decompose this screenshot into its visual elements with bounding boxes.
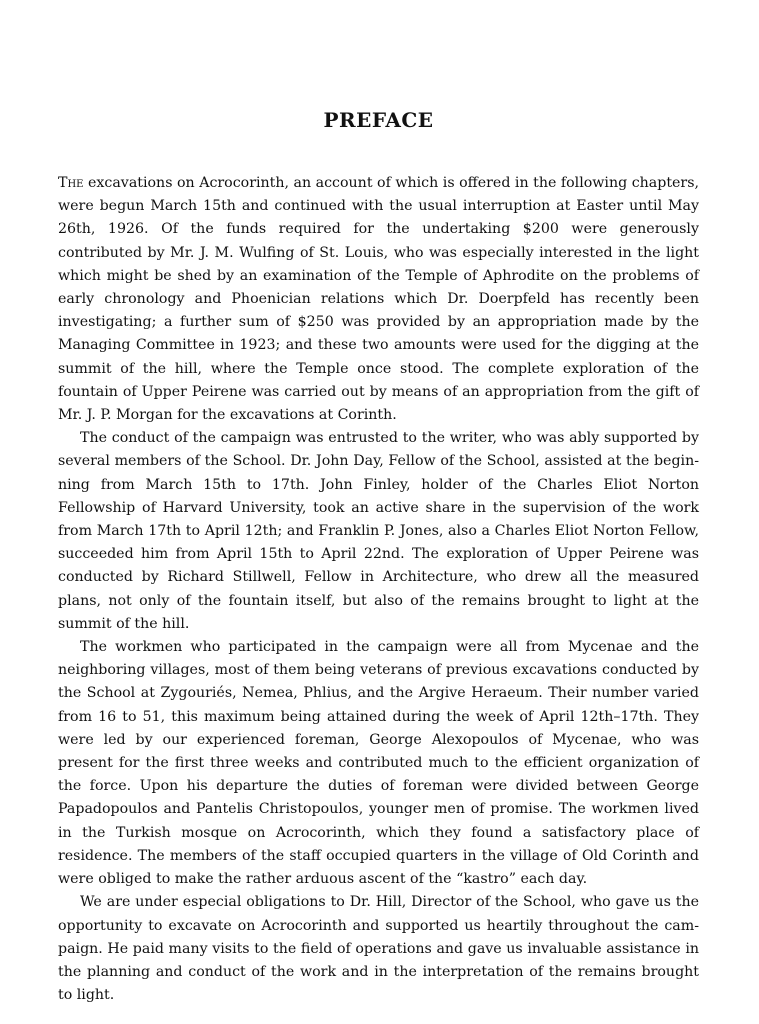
paragraph-2: The conduct of the campaign was entrusted to the writer, who was ably supported by several members of the School. Dr. John Day, Fellow of the School, assisted at the beginning from March 15th to 17th. John Finley, holder of the Charles Eliot Norton Fellowship of Harvard University, took an active share in the supervision of the work from March 17th to April 12th; and Franklin P. Jones, also a Charles Eliot Norton Fellow, succeeded him from April 15th to April 22nd. The exploration of Upper Peirene was conducted by Richard Stillwell, Fellow in Architecture, who drew all the measured plans, not only of the fountain itself, but also of the remains brought to light at the summit of the hill. [58, 430, 699, 632]
paragraph-3: The workmen who participated in the campaign were all from Mycenae and the neighboring villages, most of them being veterans of previous excavations conducted by the School at Zygouriés, Nemea, Phlius, and the Argive Heraeum. Their number varied from 16 to 51, this maximum being attained during the week of April 12th–17th. They were led by our experienced foreman, George Alexopoulos of Mycenae, who was present for the first three weeks and contributed much to the efficient organization of the force. Upon his departure the duties of foreman were divided between George Papadopoulos and Pantelis Christopoulos, younger men of promise. The workmen lived in the Turkish mosque on Acrocorinth, which they found a satisfactory place of residence. The members of the staff occupied quarters in the village of Old Corinth and were obliged to make the rather arduous ascent of the “kastro” each day. [58, 639, 699, 888]
document-page [58, 108, 699, 1007]
paragraph-1 [58, 172, 699, 427]
paragraph-1-leadin: The [58, 175, 84, 191]
paragraph-4: We are under especial obligations to Dr. Hill, Director of the School, who gave us the opportunity to excavate on Acrocorinth and supported us heartily throughout the campaign. He paid many visits to the field of operations and gave us invaluable assistance in the planning and conduct of the work and in the interpretation of the remains brought to light. [58, 894, 699, 1004]
paragraph-1-text: excavations on Acrocorinth, an account of which is offered in the following chapters, were begun March 15th and continued with the usual interruption at Easter until May 26th, 1926. Of the funds required for the undertaking $200 were generously contributed by Mr. J. M. Wulfing of St. Louis, who was especially interested in the light which might be shed by an examination of the Temple of Aphrodite on the problems of early chronology and Phoenician relations which Dr. Doerpfeld has recently been investigating; a further sum of $250 was provided by an appropriation made by the Managing Committee in 1923; and these two amounts were used for the digging at the summit of the hill, where the Temple once stood. The complete exploration of the fountain of Upper Peirene was carried out by means of an appropriation from the gift of Mr. J. P. Morgan for the excavations at Corinth. [58, 175, 699, 424]
page-title: PREFACE [323, 108, 434, 132]
